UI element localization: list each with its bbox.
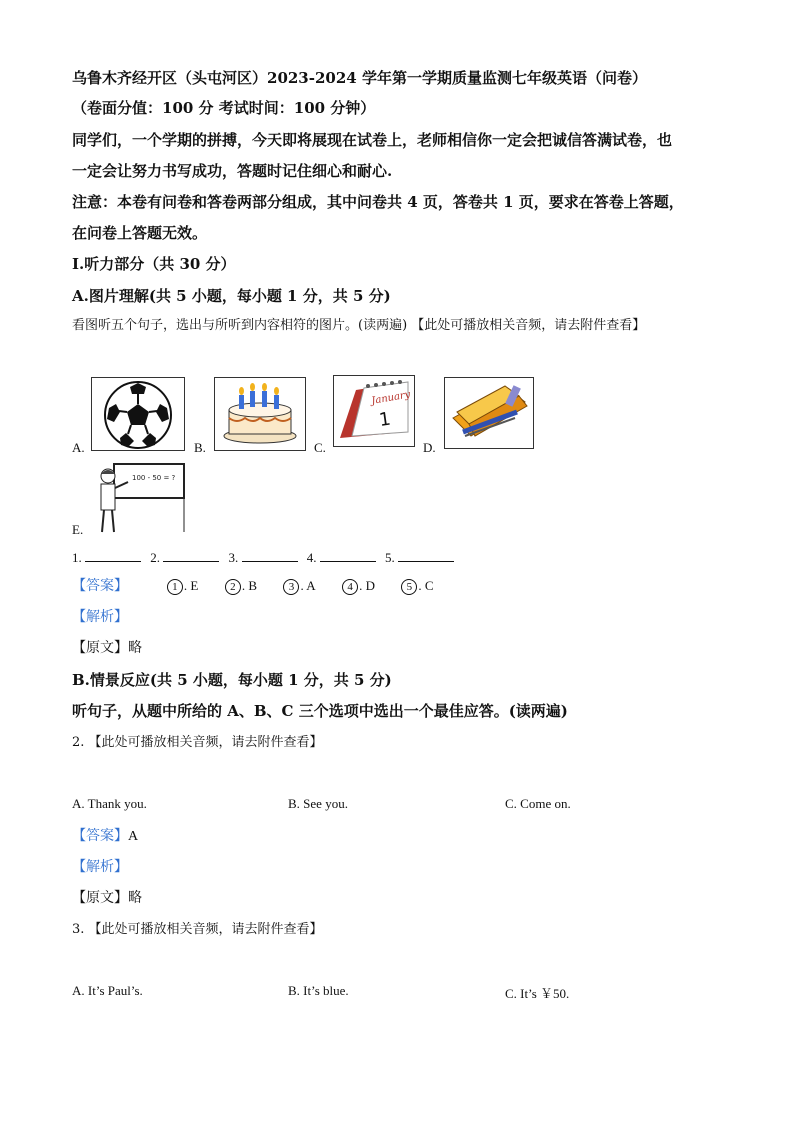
calendar-day-text: 1 [377,408,393,431]
analysis-tag-a: 【解析】 [72,609,128,625]
original-text: 略 [128,640,142,656]
q2-original-row [72,888,142,908]
original-tag: 【原文】 [72,890,128,906]
picture-d-label: D. [423,440,436,455]
picture-b-label: B. [194,440,206,455]
q3-option-c[interactable]: C. It’s ￥50. [505,986,570,1001]
soccer-ball-icon [91,377,185,451]
answer-row-a [72,576,456,596]
answer-item: 5 . C [401,576,433,596]
picture-a-label: A. [72,440,85,455]
q2-answer: A [128,829,139,844]
part-b-title: B.情景反应(共 5 小题，每小题 1 分，共 5 分) [72,671,392,689]
intro-line-1: 同学们，一个学期的拼搏，今天即将展现在试卷上，老师相信你一定会把诚信答满试卷，也 [72,131,673,149]
blank-2[interactable] [163,549,219,562]
q3-option-a[interactable]: A. It’s Paul’s. [72,983,143,998]
note-line-1: 注意：本卷有问卷和答卷两部分组成，其中问卷共 4 页，答卷共 1 页，要求在答卷上答题， [72,193,684,211]
q2-analysis-tag: 【解析】 [72,859,128,875]
q3-option-b[interactable]: B. It’s blue. [288,983,349,998]
part-a-title: A.图片理解(共 5 小题，每小题 1 分，共 5 分) [72,287,391,305]
answer-tag: 【答案】 [72,828,128,844]
exam-title: 乌鲁木齐经开区（头屯河区）2023-2024 学年第一学期质量监测七年级英语（问卷） [72,69,647,87]
part-a-instruction: 看图听五个句子，选出与所听到内容相符的图片。(读两遍) 【此处可播放相关音频，请去附件查看】 [72,318,646,333]
blank-4[interactable] [320,549,376,562]
q2-answer-row [72,826,138,847]
blank-3[interactable] [242,549,298,562]
picture-e-label: E. [72,522,84,537]
board-text: 100 - 50 = ? [132,474,176,482]
answer-item: 3 . A [283,576,315,596]
answer-item: 2 . B [225,576,257,596]
note-line-2: 在问卷上答题无效。 [72,224,208,242]
teacher-blackboard-icon [91,461,189,535]
pencil-case-icon [444,377,534,449]
picture-c-label: C. [314,440,326,455]
blank-1[interactable] [85,549,141,562]
q2-option-b[interactable]: B. See you. [288,796,348,811]
original-text: 略 [128,890,142,906]
q2-option-c[interactable]: C. Come on. [505,796,571,811]
blank-5[interactable] [398,549,454,562]
birthday-cake-icon [214,377,306,451]
exam-subtitle: （卷面分值：100 分 考试时间：100 分钟） [72,99,376,117]
original-row-a [72,638,142,658]
answer-blanks: 1. 2. 3. 4. 5. [72,548,460,568]
question-2-prompt: 2. 【此处可播放相关音频，请去附件查看】 [72,735,323,750]
calendar-month-text: January [370,389,412,407]
calendar-icon [333,375,415,447]
intro-line-2: 一定会让努力书写成功，答题时记住细心和耐心. [72,162,393,180]
answer-tag: 【答案】 [72,578,128,594]
q2-option-a[interactable]: A. Thank you. [72,796,147,811]
original-tag: 【原文】 [72,640,128,656]
question-3-prompt: 3. 【此处可播放相关音频，请去附件查看】 [72,922,323,937]
part-b-instruction: 听句子，从题中所给的 A、B、C 三个选项中选出一个最佳应答。(读两遍) [72,702,568,720]
section-listening-title: I.听力部分（共 30 分） [72,255,236,273]
answer-item: 1 . E [167,576,198,596]
answer-item: 4 . D [342,576,375,596]
